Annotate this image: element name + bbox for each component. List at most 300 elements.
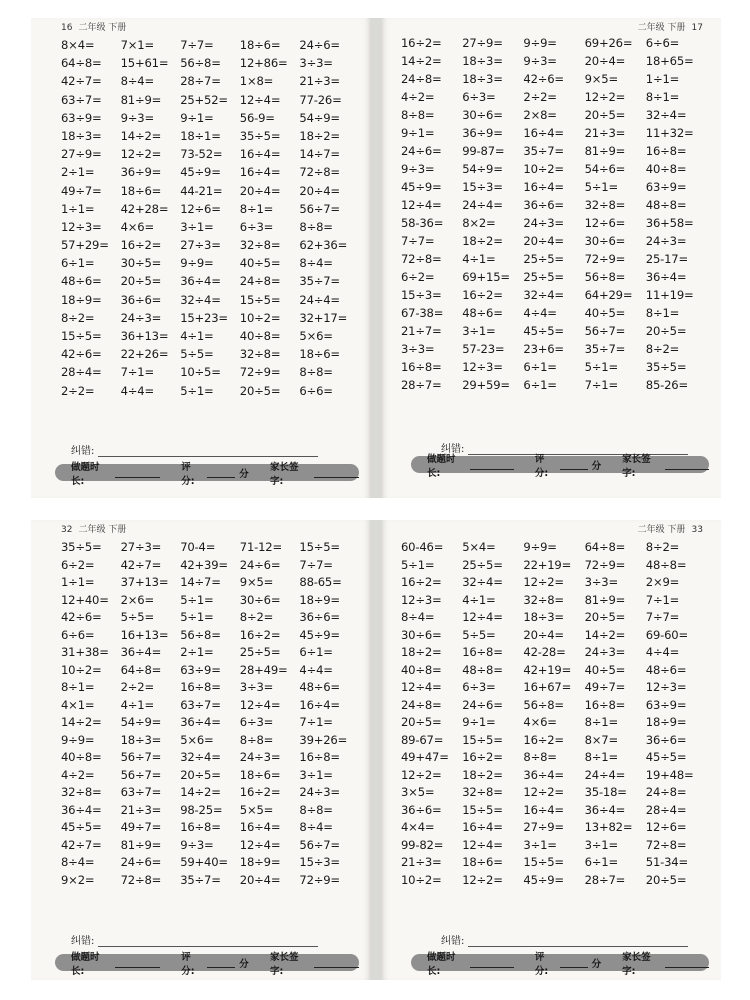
arithmetic-problem: 15+23= <box>180 310 228 325</box>
arithmetic-problem: 8÷8= <box>523 750 557 764</box>
arithmetic-problem: 18÷2= <box>299 128 340 143</box>
arithmetic-problem: 45÷9= <box>523 872 564 887</box>
arithmetic-problem: 36÷6= <box>523 198 564 212</box>
arithmetic-problem: 20÷5= <box>401 715 442 729</box>
arithmetic-problem: 56÷7= <box>299 201 340 216</box>
time-blank[interactable] <box>115 957 160 968</box>
arithmetic-problem: 24÷3= <box>523 216 564 230</box>
arithmetic-problem: 45÷9= <box>401 180 442 194</box>
arithmetic-problem: 4÷1= <box>180 329 214 343</box>
correction-label: 纠错: <box>441 936 465 947</box>
arithmetic-problem: 10÷2= <box>239 310 281 325</box>
arithmetic-problem: 5×6= <box>180 732 214 747</box>
arithmetic-problem: 14÷2= <box>120 128 162 143</box>
arithmetic-problem: 16÷4= <box>239 147 281 162</box>
arithmetic-problem: 4÷1= <box>462 592 496 607</box>
arithmetic-problem: 24÷6= <box>239 557 281 572</box>
arithmetic-problem: 24÷8= <box>401 697 442 712</box>
arithmetic-problem: 5÷5= <box>462 627 496 642</box>
arithmetic-problem: 25÷5= <box>239 645 281 659</box>
score-label: 评分: <box>181 951 195 977</box>
correction-line[interactable] <box>468 946 688 947</box>
arithmetic-problem: 35÷7= <box>523 144 564 158</box>
arithmetic-problem: 23+6= <box>523 342 564 356</box>
arithmetic-problem: 77-26= <box>299 92 342 107</box>
arithmetic-problem: 6÷1= <box>61 256 95 271</box>
arithmetic-problem: 8÷4= <box>299 256 333 271</box>
arithmetic-problem: 7÷7= <box>180 38 214 52</box>
arithmetic-problem: 72÷9= <box>299 872 340 887</box>
arithmetic-problem: 16÷2= <box>120 238 162 253</box>
arithmetic-problem: 3÷3= <box>401 342 435 356</box>
arithmetic-problem: 63÷9= <box>61 110 102 125</box>
arithmetic-problem: 8÷2= <box>645 342 680 356</box>
arithmetic-problem: 72÷8= <box>120 872 162 887</box>
arithmetic-problem: 85-26= <box>645 378 688 392</box>
arithmetic-problem: 9÷9= <box>61 732 95 747</box>
arithmetic-problem: 24÷4= <box>462 198 503 212</box>
arithmetic-problem: 18÷6= <box>120 183 162 198</box>
arithmetic-problem: 14÷7= <box>180 575 221 589</box>
arithmetic-problem: 1÷1= <box>61 575 95 589</box>
arithmetic-problem: 56÷7= <box>299 837 340 852</box>
arithmetic-problem: 8÷4= <box>61 855 95 869</box>
arithmetic-problem: 16÷4= <box>239 820 281 834</box>
arithmetic-problem: 48÷6= <box>299 680 340 694</box>
page-16 <box>31 18 371 498</box>
arithmetic-problem: 45÷5= <box>61 820 102 834</box>
arithmetic-problem: 8÷1= <box>61 680 95 694</box>
arithmetic-problem: 40÷5= <box>584 662 626 677</box>
book-spread-top <box>31 18 721 498</box>
arithmetic-problem: 48÷8= <box>645 198 687 212</box>
arithmetic-problem: 42÷7= <box>61 837 102 852</box>
arithmetic-problem: 15÷3= <box>299 855 340 869</box>
arithmetic-problem: 5×5= <box>239 802 274 817</box>
arithmetic-problem: 5÷5= <box>180 347 214 362</box>
arithmetic-problem: 81÷9= <box>584 592 626 607</box>
arithmetic-problem: 63÷7= <box>180 697 221 712</box>
arithmetic-problem: 16÷4= <box>523 802 564 817</box>
arithmetic-problem: 9÷3= <box>120 110 154 125</box>
arithmetic-problem: 64÷8= <box>61 56 102 71</box>
arithmetic-problem: 35÷5= <box>239 128 281 143</box>
arithmetic-problem: 7÷7= <box>401 234 435 248</box>
arithmetic-problem: 4×1= <box>61 697 95 712</box>
arithmetic-problem: 7÷1= <box>645 592 680 607</box>
arithmetic-problem: 40÷5= <box>239 256 281 271</box>
arithmetic-problem: 18÷3= <box>120 732 162 747</box>
arithmetic-problem: 6÷1= <box>523 360 557 374</box>
arithmetic-problem: 3÷1= <box>584 837 618 852</box>
parent-blank[interactable] <box>665 459 709 470</box>
page-header <box>61 20 132 33</box>
arithmetic-problem: 12÷3= <box>401 592 442 607</box>
arithmetic-problem: 24÷3= <box>239 750 281 764</box>
arithmetic-problem: 32÷8= <box>61 785 102 799</box>
arithmetic-problem: 81÷9= <box>120 92 162 107</box>
arithmetic-problem: 57-23= <box>462 342 505 356</box>
arithmetic-problem: 45÷9= <box>299 627 340 642</box>
arithmetic-problem: 36÷4= <box>180 274 221 289</box>
arithmetic-problem: 56÷8= <box>180 627 221 642</box>
arithmetic-problem: 4×6= <box>523 715 557 729</box>
arithmetic-problem: 67-38= <box>401 306 444 320</box>
arithmetic-problem: 63÷9= <box>180 662 221 677</box>
arithmetic-problem: 7×1= <box>120 38 154 52</box>
arithmetic-problem: 54÷9= <box>120 715 162 729</box>
arithmetic-problem: 28+49= <box>239 662 288 677</box>
arithmetic-problem: 16÷4= <box>462 820 503 834</box>
arithmetic-problem: 12÷2= <box>523 785 564 799</box>
arithmetic-problem: 40÷8= <box>239 329 281 343</box>
arithmetic-problem: 16÷8= <box>401 360 442 374</box>
arithmetic-problem: 15÷5= <box>61 329 102 343</box>
arithmetic-problem: 8÷2= <box>61 310 95 325</box>
arithmetic-problem: 28÷7= <box>401 378 442 392</box>
page-number: 16 <box>61 23 73 33</box>
arithmetic-problem: 9×5= <box>239 575 274 589</box>
arithmetic-problem: 20÷4= <box>584 54 626 68</box>
arithmetic-problem: 12÷4= <box>401 198 442 212</box>
time-blank[interactable] <box>470 957 514 968</box>
correction-label: 纠错: <box>71 446 95 457</box>
arithmetic-problem: 12÷4= <box>239 837 281 852</box>
arithmetic-problem: 10÷2= <box>61 662 102 677</box>
footer-bar <box>55 951 359 977</box>
arithmetic-problem: 15÷3= <box>462 180 503 194</box>
arithmetic-problem: 42÷6= <box>61 347 102 362</box>
arithmetic-problem: 15÷5= <box>299 540 340 554</box>
arithmetic-problem: 5÷1= <box>584 360 618 374</box>
score-blank[interactable] <box>560 957 588 968</box>
arithmetic-problem: 18÷9= <box>299 592 340 607</box>
arithmetic-problem: 15÷5= <box>462 802 503 817</box>
arithmetic-problem: 56÷7= <box>584 324 626 338</box>
arithmetic-problem: 14÷2= <box>180 785 221 799</box>
arithmetic-problem: 19+48= <box>645 767 694 782</box>
arithmetic-problem: 39+26= <box>299 732 348 747</box>
arithmetic-problem: 8÷8= <box>401 108 435 122</box>
page-header <box>61 522 132 535</box>
footer-bar <box>411 951 709 977</box>
score-blank[interactable] <box>560 459 588 470</box>
arithmetic-problem: 35÷7= <box>180 872 221 887</box>
arithmetic-problem: 24÷3= <box>645 234 687 248</box>
arithmetic-problem: 27÷3= <box>120 540 162 554</box>
arithmetic-problem: 9÷9= <box>180 256 214 271</box>
arithmetic-problem: 9÷1= <box>462 715 496 729</box>
arithmetic-problem: 36÷6= <box>401 802 442 817</box>
arithmetic-problem: 25÷5= <box>523 270 564 284</box>
arithmetic-problem: 69+26= <box>584 36 633 50</box>
score-label: 评分: <box>534 951 549 977</box>
correction-row <box>71 932 318 947</box>
arithmetic-problem: 4÷1= <box>120 697 154 712</box>
arithmetic-problem: 9÷3= <box>180 837 214 852</box>
arithmetic-problem: 5×6= <box>299 329 333 343</box>
arithmetic-problem: 70-4= <box>180 540 216 554</box>
arithmetic-problem: 40÷8= <box>61 750 102 764</box>
arithmetic-problem: 63÷7= <box>120 785 162 799</box>
arithmetic-problem: 72÷9= <box>239 365 281 380</box>
arithmetic-problem: 18÷6= <box>239 767 281 782</box>
arithmetic-problem: 24÷6= <box>299 38 340 52</box>
arithmetic-problem: 9÷9= <box>523 540 557 554</box>
arithmetic-problem: 2÷1= <box>61 165 95 180</box>
arithmetic-problem: 40÷5= <box>584 306 626 320</box>
arithmetic-problem: 24÷3= <box>299 785 340 799</box>
arithmetic-problem: 40÷8= <box>401 662 442 677</box>
arithmetic-problem: 42+19= <box>523 662 572 677</box>
arithmetic-problem: 2÷2= <box>61 383 95 398</box>
arithmetic-problem: 72÷9= <box>584 252 626 266</box>
correction-row <box>71 442 318 457</box>
arithmetic-problem: 4÷1= <box>462 252 496 266</box>
arithmetic-problem: 16÷2= <box>462 288 503 302</box>
arithmetic-problem: 72÷8= <box>401 252 442 266</box>
page-33 <box>381 520 721 980</box>
arithmetic-problem: 35÷5= <box>645 360 687 374</box>
arithmetic-problem: 12÷4= <box>239 92 281 107</box>
arithmetic-problem: 36÷6= <box>645 732 687 747</box>
arithmetic-problem: 42+28= <box>120 201 169 216</box>
arithmetic-problem: 16÷2= <box>462 750 503 764</box>
arithmetic-problem: 36+58= <box>645 216 694 230</box>
score-blank[interactable] <box>207 957 235 968</box>
arithmetic-problem: 5÷1= <box>180 592 214 607</box>
arithmetic-problem: 6÷6= <box>645 36 680 50</box>
arithmetic-problem: 6÷6= <box>299 383 333 398</box>
parent-blank[interactable] <box>314 467 359 478</box>
arithmetic-problem: 32÷4= <box>180 292 221 307</box>
parent-blank[interactable] <box>665 957 709 968</box>
arithmetic-problem: 14÷2= <box>584 627 626 642</box>
arithmetic-problem: 49÷7= <box>584 680 626 694</box>
arithmetic-problem: 48÷8= <box>462 662 503 677</box>
time-label: 做题时长: <box>71 461 100 487</box>
arithmetic-problem: 12÷3= <box>645 680 687 694</box>
arithmetic-problem: 32÷4= <box>645 108 687 122</box>
arithmetic-problem: 18÷9= <box>645 715 687 729</box>
arithmetic-problem: 7÷7= <box>645 610 680 624</box>
arithmetic-problem: 36÷4= <box>584 802 626 817</box>
arithmetic-problem: 8÷4= <box>120 74 154 89</box>
arithmetic-problem: 5÷5= <box>120 610 154 624</box>
arithmetic-problem: 8÷2= <box>645 540 680 554</box>
arithmetic-problem: 45÷9= <box>180 165 221 180</box>
arithmetic-problem: 36÷4= <box>61 802 102 817</box>
arithmetic-problem: 14÷2= <box>61 715 102 729</box>
arithmetic-problem: 9÷3= <box>401 162 435 176</box>
arithmetic-problem: 54÷6= <box>584 162 626 176</box>
arithmetic-problem: 16÷8= <box>645 144 687 158</box>
arithmetic-problem: 15÷3= <box>401 288 442 302</box>
arithmetic-problem: 20÷4= <box>523 627 564 642</box>
arithmetic-problem: 8×2= <box>462 216 496 230</box>
arithmetic-problem: 3÷1= <box>180 219 214 234</box>
arithmetic-problem: 21÷3= <box>584 126 626 140</box>
parent-label: 家长签字: <box>270 461 299 487</box>
arithmetic-problem: 45÷5= <box>645 750 687 764</box>
arithmetic-problem: 20÷4= <box>523 234 564 248</box>
arithmetic-problem: 81÷9= <box>120 837 162 852</box>
time-label: 做题时长: <box>427 951 456 977</box>
arithmetic-problem: 18÷2= <box>462 767 503 782</box>
arithmetic-problem: 27÷3= <box>180 238 221 253</box>
arithmetic-problem: 16÷4= <box>299 697 340 712</box>
arithmetic-problem: 3÷1= <box>523 837 557 852</box>
time-blank[interactable] <box>115 467 160 478</box>
arithmetic-problem: 64÷8= <box>584 540 626 554</box>
arithmetic-problem: 8÷1= <box>645 90 680 104</box>
arithmetic-problem: 32÷8= <box>523 592 564 607</box>
arithmetic-problem: 56÷8= <box>180 56 221 71</box>
arithmetic-problem: 20÷5= <box>120 274 162 289</box>
arithmetic-problem: 40÷8= <box>645 162 687 176</box>
arithmetic-problem: 12÷6= <box>180 201 221 216</box>
arithmetic-problem: 10÷2= <box>523 162 564 176</box>
arithmetic-problem: 36÷9= <box>120 165 162 180</box>
arithmetic-problem: 28÷4= <box>645 802 687 817</box>
arithmetic-problem: 4÷4= <box>120 383 154 398</box>
page-number: 32 <box>61 525 73 535</box>
arithmetic-problem: 6÷3= <box>462 90 496 104</box>
arithmetic-problem: 14÷2= <box>401 54 442 68</box>
arithmetic-problem: 36÷4= <box>120 645 162 659</box>
arithmetic-problem: 1×8= <box>239 74 274 89</box>
arithmetic-problem: 16÷8= <box>584 697 626 712</box>
arithmetic-problem: 20÷4= <box>299 183 340 198</box>
arithmetic-problem: 15+61= <box>120 56 169 71</box>
arithmetic-problem: 36÷9= <box>462 126 503 140</box>
arithmetic-problem: 5÷1= <box>180 383 214 398</box>
problem-grid <box>61 38 359 398</box>
parent-blank[interactable] <box>314 957 359 968</box>
arithmetic-problem: 32+17= <box>299 310 348 325</box>
arithmetic-problem: 21÷7= <box>401 324 442 338</box>
arithmetic-problem: 63÷7= <box>61 92 102 107</box>
arithmetic-problem: 29+59= <box>462 378 510 392</box>
arithmetic-problem: 45÷5= <box>523 324 564 338</box>
arithmetic-problem: 30÷6= <box>239 592 281 607</box>
arithmetic-problem: 56÷7= <box>120 750 162 764</box>
arithmetic-problem: 28÷4= <box>61 365 102 380</box>
arithmetic-problem: 24÷8= <box>401 72 442 86</box>
arithmetic-problem: 10÷2= <box>401 872 442 887</box>
arithmetic-problem: 3÷3= <box>299 56 333 71</box>
arithmetic-problem: 16÷4= <box>523 180 564 194</box>
arithmetic-problem: 8÷1= <box>584 715 618 729</box>
arithmetic-problem: 12÷3= <box>61 219 102 234</box>
arithmetic-problem: 8÷8= <box>299 219 333 234</box>
arithmetic-problem: 6÷2= <box>401 270 435 284</box>
arithmetic-problem: 72÷8= <box>645 837 687 852</box>
footer-bar <box>55 461 359 487</box>
grade-label: 二年级 下册 <box>637 23 686 33</box>
arithmetic-problem: 6÷1= <box>299 645 333 659</box>
arithmetic-problem: 28÷7= <box>584 872 626 887</box>
arithmetic-problem: 49÷7= <box>120 820 162 834</box>
arithmetic-problem: 15÷5= <box>239 292 281 307</box>
arithmetic-problem: 30÷6= <box>584 234 626 248</box>
arithmetic-problem: 24÷3= <box>120 310 162 325</box>
arithmetic-problem: 24÷8= <box>239 274 281 289</box>
arithmetic-problem: 11+32= <box>645 126 694 140</box>
arithmetic-problem: 16÷8= <box>180 820 221 834</box>
arithmetic-problem: 6÷3= <box>462 680 496 694</box>
arithmetic-problem: 42÷6= <box>61 610 102 624</box>
arithmetic-problem: 21÷3= <box>120 802 162 817</box>
arithmetic-problem: 12÷2= <box>584 90 626 104</box>
arithmetic-problem: 18÷9= <box>239 855 281 869</box>
arithmetic-problem: 62+36= <box>299 238 348 253</box>
parent-label: 家长签字: <box>270 951 299 977</box>
arithmetic-problem: 2÷2= <box>523 90 557 104</box>
arithmetic-problem: 88-65= <box>299 575 342 589</box>
parent-label: 家长签字: <box>622 453 651 479</box>
arithmetic-problem: 12÷4= <box>401 680 442 694</box>
time-blank[interactable] <box>470 459 514 470</box>
arithmetic-problem: 4÷4= <box>299 662 333 677</box>
arithmetic-problem: 3÷3= <box>584 575 618 589</box>
arithmetic-problem: 15÷5= <box>462 732 503 747</box>
arithmetic-problem: 44-21= <box>180 183 223 198</box>
arithmetic-problem: 20÷4= <box>239 872 281 887</box>
arithmetic-problem: 18÷3= <box>523 610 564 624</box>
arithmetic-problem: 35-18= <box>584 785 627 799</box>
arithmetic-problem: 21÷3= <box>401 855 442 869</box>
arithmetic-problem: 16+67= <box>523 680 572 694</box>
arithmetic-problem: 6÷1= <box>584 855 618 869</box>
arithmetic-problem: 4÷4= <box>523 306 557 320</box>
arithmetic-problem: 72÷9= <box>584 557 626 572</box>
arithmetic-problem: 48÷6= <box>61 274 102 289</box>
arithmetic-problem: 20÷5= <box>584 610 626 624</box>
grade-label: 二年级 下册 <box>78 525 127 535</box>
arithmetic-problem: 20÷5= <box>645 324 687 338</box>
score-blank[interactable] <box>207 467 235 478</box>
arithmetic-problem: 20÷5= <box>239 383 281 398</box>
arithmetic-problem: 11+19= <box>645 288 694 302</box>
arithmetic-problem: 14÷7= <box>299 147 340 162</box>
arithmetic-problem: 1÷1= <box>61 201 95 216</box>
arithmetic-problem: 24÷6= <box>462 697 503 712</box>
correction-row <box>441 932 688 947</box>
arithmetic-problem: 12÷6= <box>584 216 626 230</box>
arithmetic-problem: 12÷6= <box>645 820 687 834</box>
arithmetic-problem: 16÷2= <box>239 627 281 642</box>
arithmetic-problem: 4×6= <box>120 219 154 234</box>
arithmetic-problem: 8÷8= <box>299 802 333 817</box>
arithmetic-problem: 8÷8= <box>239 732 274 747</box>
arithmetic-problem: 31+38= <box>61 645 109 659</box>
arithmetic-problem: 10÷5= <box>180 365 221 380</box>
arithmetic-problem: 12÷4= <box>462 610 503 624</box>
arithmetic-problem: 9÷9= <box>523 36 557 50</box>
arithmetic-problem: 8÷4= <box>401 610 435 624</box>
arithmetic-problem: 18÷3= <box>462 54 503 68</box>
correction-line[interactable] <box>98 946 318 947</box>
arithmetic-problem: 60-46= <box>401 540 444 554</box>
arithmetic-problem: 12÷4= <box>239 697 281 712</box>
correction-line[interactable] <box>98 456 318 457</box>
arithmetic-problem: 18÷6= <box>462 855 503 869</box>
footer-bar <box>411 453 709 479</box>
arithmetic-problem: 49+47= <box>401 750 449 764</box>
arithmetic-problem: 16÷8= <box>180 680 221 694</box>
arithmetic-problem: 48÷6= <box>462 306 503 320</box>
